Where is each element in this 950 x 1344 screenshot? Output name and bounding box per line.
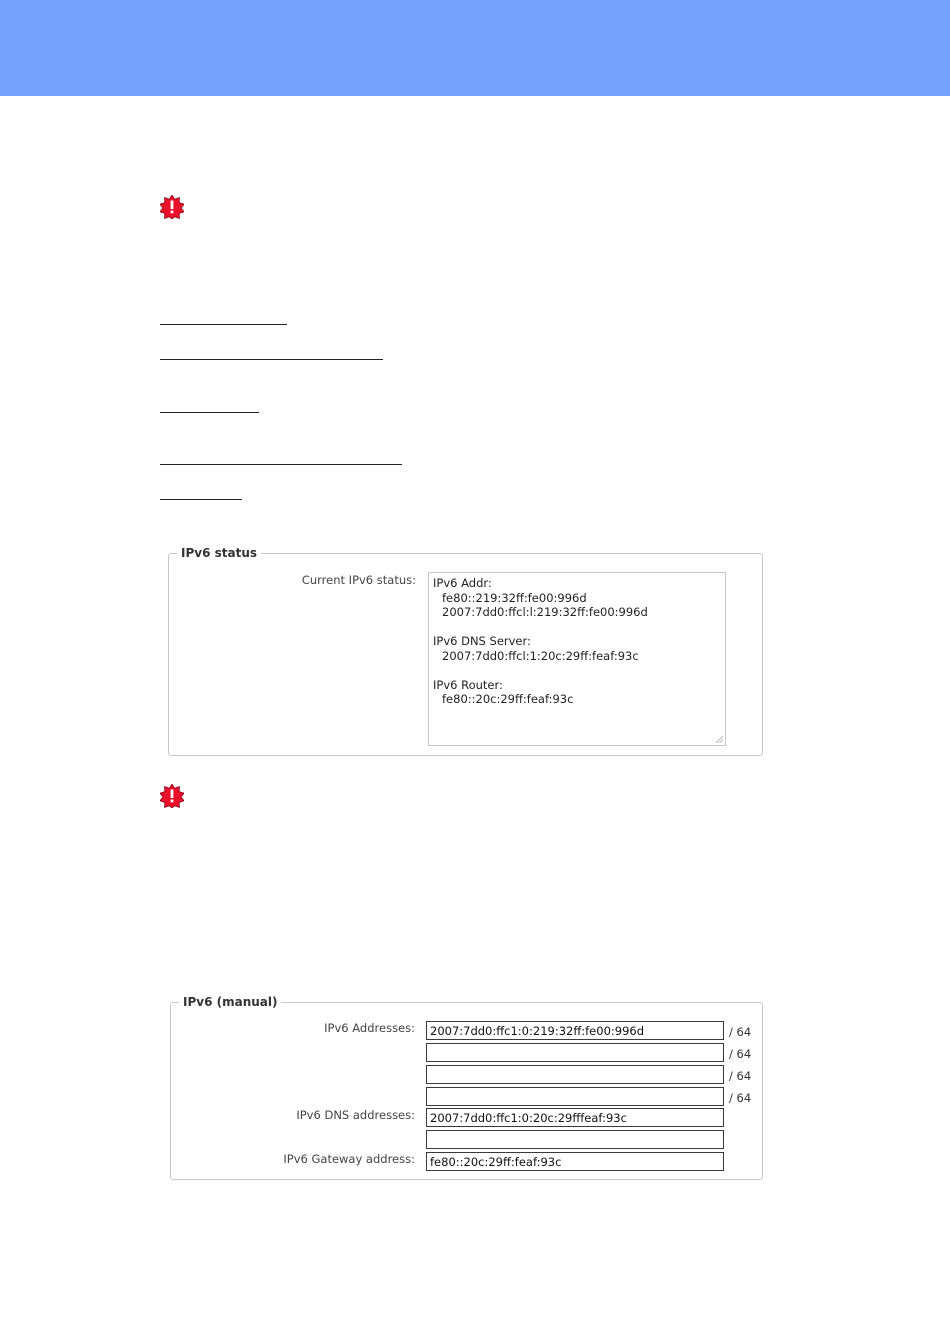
addr-value-1: fe80::219:32ff:fe00:996d [442,590,587,605]
dns-heading: IPv6 DNS Server: [433,634,531,648]
router-heading: IPv6 Router: [433,677,503,692]
ipv6-address-input-3[interactable] [426,1065,724,1084]
ipv6-addresses-label: IPv6 Addresses: [324,1021,415,1035]
ipv6-status-textarea[interactable] [428,572,726,746]
dns-value-1: 2007:7dd0:ffcl:1:20c:29ff:feaf:93c [442,648,639,663]
warning-icon [160,195,184,219]
ipv6-gateway-label: IPv6 Gateway address: [283,1152,415,1166]
addr-value-2: 2007:7dd0:ffcl:l:219:32ff:fe00:996d [442,605,648,619]
ipv6-gateway-input[interactable] [426,1152,724,1171]
ipv6-manual-legend: IPv6 (manual) [183,995,278,1009]
link-3[interactable] [160,412,259,413]
resize-grip-icon[interactable] [716,736,723,743]
ipv6-dns-input-1[interactable] [426,1108,724,1127]
link-4[interactable] [160,464,402,465]
addr-heading: IPv6 Addr: [433,576,492,590]
warning-icon [160,784,184,808]
ipv6-address-input-1[interactable] [426,1021,724,1040]
prefix-length-1: / 64 [729,1025,752,1039]
link-1[interactable] [160,324,287,325]
header-banner [0,0,950,96]
ipv6-address-input-4[interactable] [426,1087,724,1106]
current-ipv6-status-label: Current IPv6 status: [301,573,416,587]
link-5[interactable] [160,499,242,500]
router-value-1: fe80::20c:29ff:feaf:93c [442,692,574,706]
prefix-length-2: / 64 [729,1047,752,1061]
ipv6-dns-input-2[interactable] [426,1130,724,1149]
link-2[interactable] [160,359,383,360]
ipv6-status-legend: IPv6 status [181,546,258,560]
ipv6-address-input-2[interactable] [426,1043,724,1062]
ipv6-dns-label: IPv6 DNS addresses: [296,1108,415,1122]
prefix-length-3: / 64 [729,1069,752,1083]
prefix-length-4: / 64 [729,1091,752,1105]
